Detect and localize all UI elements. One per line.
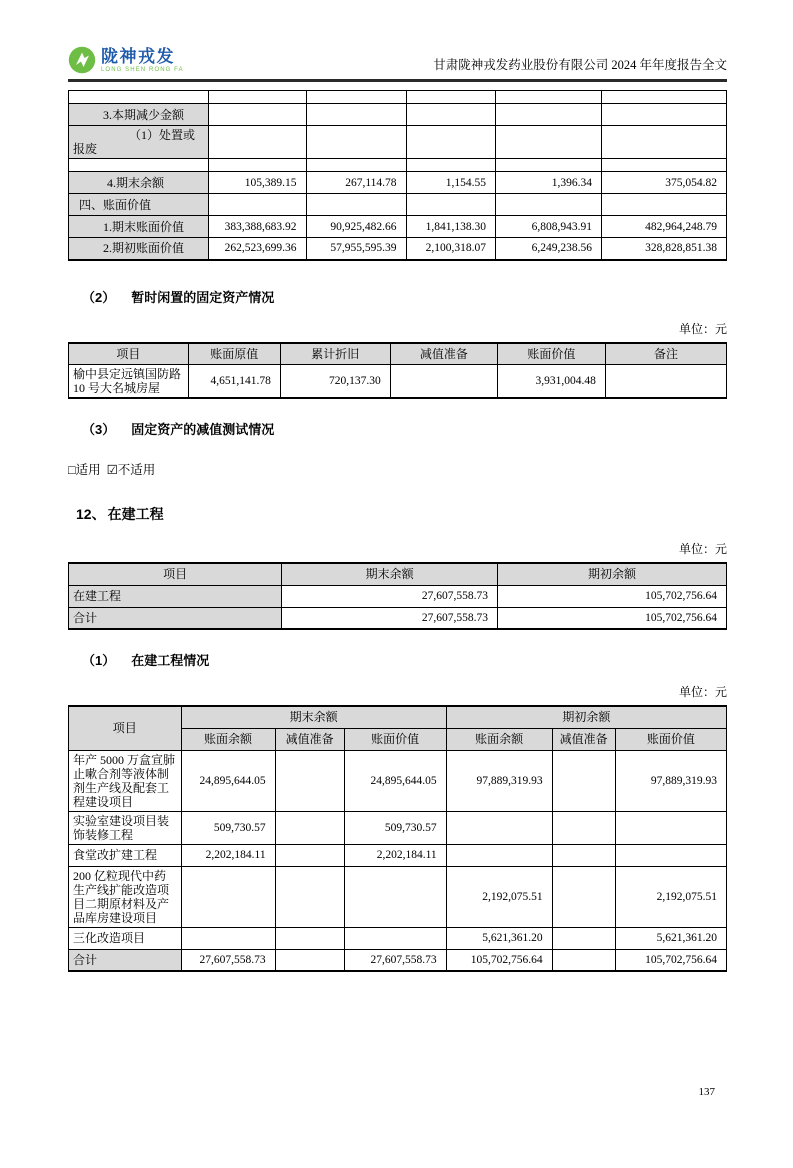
value-cell: [406, 126, 495, 159]
section-title: 在建工程情况: [131, 653, 210, 668]
value-cell: [601, 104, 726, 126]
column-header: 减值准备: [390, 343, 497, 365]
value-cell: 3,931,004.48: [497, 365, 605, 399]
value-cell: [306, 104, 406, 126]
row-label-cell: （1）处置或报废: [69, 126, 209, 159]
table-row: [69, 91, 727, 104]
value-cell: [615, 811, 726, 844]
value-cell: 509,730.57: [344, 811, 446, 844]
column-header: 账面价值: [497, 343, 605, 365]
checkbox-unchecked-icon: □: [68, 463, 76, 477]
value-cell: 720,137.30: [280, 365, 390, 399]
value-cell: [406, 91, 495, 104]
row-label-cell: 3.本期减少金额: [69, 104, 209, 126]
brand-name-cn: 陇神戎发: [101, 46, 175, 66]
column-header: 备注: [605, 343, 726, 365]
column-header: 账面原值: [188, 343, 280, 365]
value-cell: 105,702,756.64: [498, 607, 727, 629]
value-cell: 57,955,595.39: [306, 238, 406, 260]
value-cell: [496, 104, 602, 126]
value-cell: [209, 194, 306, 216]
section-number: （3）: [82, 422, 116, 437]
table-row: [69, 607, 727, 629]
value-cell: 97,889,319.93: [446, 750, 552, 811]
section-title: 固定资产的减值测试情况: [131, 422, 275, 437]
value-cell: [275, 844, 344, 866]
value-cell: [446, 844, 552, 866]
row-label-cell: 合计: [69, 949, 182, 971]
value-cell: 1,396.34: [496, 172, 602, 194]
column-header: 期末余额: [282, 563, 498, 585]
value-cell: 6,808,943.91: [496, 216, 602, 238]
value-cell: 27,607,558.73: [181, 949, 275, 971]
column-header: 期初余额: [498, 563, 727, 585]
applicable-label: 适用: [75, 463, 101, 477]
row-label-cell: 实验室建设项目装饰装修工程: [69, 811, 182, 844]
value-cell: [306, 194, 406, 216]
fixed-assets-continuation-table: [68, 90, 727, 261]
table-row: [69, 750, 727, 811]
column-group-header: 期初余额: [446, 706, 726, 728]
value-cell: [181, 927, 275, 949]
value-cell: [552, 844, 615, 866]
section-heading-cip: [68, 504, 727, 524]
column-header: 减值准备: [552, 728, 615, 750]
value-cell: 24,895,644.05: [181, 750, 275, 811]
value-cell: 24,895,644.05: [344, 750, 446, 811]
value-cell: 105,702,756.64: [498, 585, 727, 607]
section-title: 暂时闲置的固定资产情况: [131, 289, 275, 305]
column-header: 账面价值: [344, 728, 446, 750]
value-cell: 1,154.55: [406, 172, 495, 194]
value-cell: [406, 194, 495, 216]
value-cell: [181, 866, 275, 927]
value-cell: [306, 91, 406, 104]
value-cell: [496, 91, 602, 104]
table-row: [69, 927, 727, 949]
value-cell: 105,389.15: [209, 172, 306, 194]
column-header: 项目: [69, 343, 189, 365]
value-cell: 2,192,075.51: [446, 866, 552, 927]
value-cell: 4,651,141.78: [188, 365, 280, 399]
row-label-cell: 200 亿粒现代中药生产线扩能改造项目二期原材料及产品库房建设项目: [69, 866, 182, 927]
value-cell: [601, 91, 726, 104]
section-title: 在建工程: [107, 506, 164, 522]
unit-label: 单位：元: [678, 685, 727, 699]
value-cell: [390, 365, 497, 399]
value-cell: [344, 866, 446, 927]
table-row: [69, 216, 727, 238]
section-heading-idle-assets: [68, 287, 727, 306]
value-cell: [306, 159, 406, 172]
section-heading-impairment: [68, 419, 727, 438]
logo-icon: [68, 46, 96, 74]
value-cell: [601, 126, 726, 159]
checkbox-checked-icon: ☑: [106, 463, 118, 477]
value-cell: [275, 811, 344, 844]
value-cell: 90,925,482.66: [306, 216, 406, 238]
value-cell: 1,841,138.30: [406, 216, 495, 238]
row-label-cell: 三化改造项目: [69, 927, 182, 949]
value-cell: [605, 365, 726, 399]
value-cell: 2,202,184.11: [181, 844, 275, 866]
row-label-cell: [69, 91, 209, 104]
applicability-line: [68, 460, 727, 478]
section-number: 12、: [76, 506, 106, 522]
value-cell: [406, 104, 495, 126]
value-cell: [552, 866, 615, 927]
value-cell: [275, 750, 344, 811]
value-cell: [552, 811, 615, 844]
value-cell: [209, 126, 306, 159]
value-cell: 27,607,558.73: [282, 585, 498, 607]
section-number: （2）: [82, 289, 116, 305]
value-cell: 482,964,248.79: [601, 216, 726, 238]
table-row: [69, 172, 727, 194]
row-label-cell: 年产 5000 万盒宣肺止嗽合剂等液体制剂生产线及配套工程建设项目: [69, 750, 182, 811]
value-cell: 105,702,756.64: [446, 949, 552, 971]
value-cell: [344, 927, 446, 949]
value-cell: 267,114.78: [306, 172, 406, 194]
value-cell: [446, 811, 552, 844]
row-label-cell: [69, 159, 209, 172]
not-applicable-label: 不适用: [117, 463, 156, 477]
row-label-cell: 四、账面价值: [69, 194, 209, 216]
column-group-header: 期末余额: [181, 706, 446, 728]
doc-title: 甘肃陇神戎发药业股份有限公司 2024 年年度报告全文: [433, 58, 727, 72]
row-label-cell: 在建工程: [69, 585, 282, 607]
column-header: 项目: [69, 563, 282, 585]
value-cell: [275, 866, 344, 927]
unit-label: 单位：元: [678, 321, 727, 336]
cip-detail-table: [68, 705, 727, 972]
table-row: [69, 194, 727, 216]
column-header: 账面余额: [181, 728, 275, 750]
value-cell: 2,202,184.11: [344, 844, 446, 866]
table-row: [69, 866, 727, 927]
value-cell: [275, 927, 344, 949]
value-cell: 5,621,361.20: [615, 927, 726, 949]
row-label-cell: 4.期末余额: [69, 172, 209, 194]
column-header: 累计折旧: [280, 343, 390, 365]
table-row: [69, 159, 727, 172]
table-row: [69, 585, 727, 607]
cip-summary-table: [68, 562, 727, 630]
value-cell: [552, 750, 615, 811]
value-cell: [275, 949, 344, 971]
row-label-cell: 榆中县定远镇国防路 10 号大名城房屋: [69, 365, 189, 399]
column-group-header: 项目: [69, 706, 182, 750]
value-cell: 262,523,699.36: [209, 238, 306, 260]
value-cell: 27,607,558.73: [282, 607, 498, 629]
value-cell: 97,889,319.93: [615, 750, 726, 811]
value-cell: [406, 159, 495, 172]
table-row: [69, 844, 727, 866]
value-cell: 509,730.57: [181, 811, 275, 844]
section-heading-cip-detail: [68, 650, 727, 669]
value-cell: 105,702,756.64: [615, 949, 726, 971]
value-cell: 27,607,558.73: [344, 949, 446, 971]
value-cell: [496, 194, 602, 216]
company-logo: [68, 46, 184, 74]
table-row: [69, 949, 727, 971]
idle-assets-table: [68, 342, 727, 400]
value-cell: 5,621,361.20: [446, 927, 552, 949]
table-row: [69, 126, 727, 159]
value-cell: [306, 126, 406, 159]
value-cell: 6,249,238.56: [496, 238, 602, 260]
section-number: （1）: [82, 653, 116, 668]
value-cell: [552, 927, 615, 949]
column-header: 账面价值: [615, 728, 726, 750]
value-cell: [601, 194, 726, 216]
value-cell: [496, 159, 602, 172]
row-label-cell: 2.期初账面价值: [69, 238, 209, 260]
value-cell: [552, 949, 615, 971]
page-number: 137: [698, 1086, 715, 1098]
table-row: [69, 238, 727, 260]
value-cell: 2,192,075.51: [615, 866, 726, 927]
table-row: [69, 365, 727, 399]
row-label-cell: 食堂改扩建工程: [69, 844, 182, 866]
value-cell: 383,388,683.92: [209, 216, 306, 238]
unit-label: 单位：元: [678, 542, 727, 556]
page-header: [68, 46, 727, 82]
brand-name-en: LONG SHEN RONG FA: [101, 66, 184, 73]
value-cell: [209, 91, 306, 104]
value-cell: [496, 126, 602, 159]
column-header: 减值准备: [275, 728, 344, 750]
row-label-cell: 合计: [69, 607, 282, 629]
value-cell: [601, 159, 726, 172]
value-cell: 375,054.82: [601, 172, 726, 194]
table-row: [69, 104, 727, 126]
row-label-cell: 1.期末账面价值: [69, 216, 209, 238]
column-header: 账面余额: [446, 728, 552, 750]
value-cell: [615, 844, 726, 866]
value-cell: [209, 104, 306, 126]
table-row: [69, 811, 727, 844]
value-cell: [209, 159, 306, 172]
value-cell: 328,828,851.38: [601, 238, 726, 260]
value-cell: 2,100,318.07: [406, 238, 495, 260]
